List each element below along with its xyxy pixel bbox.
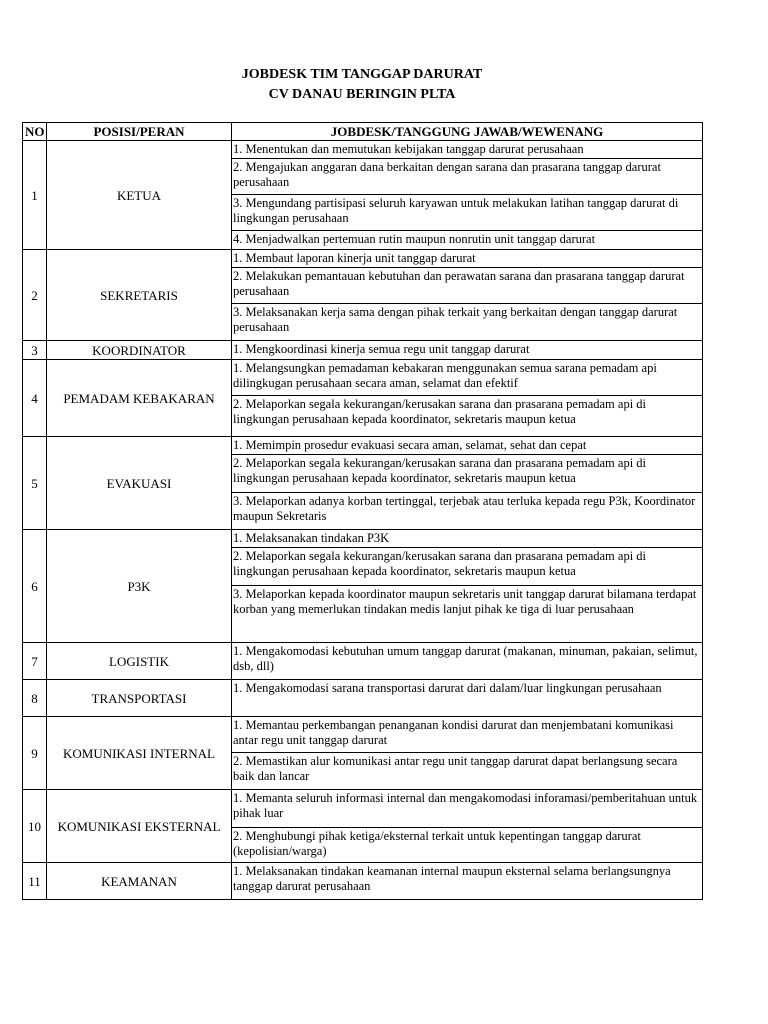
duty-item: 2. Melakukan pemantauan kebutuhan dan perawatan sarana dan prasarana tanggap darurat perusahaan: [232, 268, 702, 304]
table-row: [23, 437, 703, 530]
column-header-duties: JOBDESK/TANGGUNG JAWAB/WEWENANG: [232, 123, 703, 141]
row-role: KOMUNIKASI INTERNAL: [47, 717, 232, 790]
duty-item: 3. Melaporkan adanya korban tertinggal, terjebak atau terluka kepada regu P3k, Koordinator maupun Sekretaris: [233, 494, 696, 523]
row-duties: [232, 141, 703, 250]
row-role: P3K: [47, 530, 232, 643]
row-number: 5: [23, 437, 47, 530]
row-number: 11: [23, 863, 47, 900]
row-number: 2: [23, 250, 47, 341]
row-number: 4: [23, 360, 47, 437]
table-row: [23, 341, 703, 360]
duty-item: 2. Memastikan alur komunikasi antar regu unit tanggap darurat dapat berlangsung secara baik dan lancar: [233, 754, 678, 783]
row-role: KEAMANAN: [47, 863, 232, 900]
row-duties: [232, 341, 703, 360]
row-duties: [232, 437, 703, 530]
duty-item: 1. Menentukan dan memutukan kebijakan tanggap darurat perusahaan: [232, 141, 702, 159]
row-number: 7: [23, 643, 47, 680]
row-duties: [232, 680, 703, 717]
row-role: KOORDINATOR: [47, 341, 232, 360]
duty-item: 2. Melaporkan segala kekurangan/kerusakan sarana dan prasarana pemadam api di lingkungan perusahaan kepada koordinator, sekretaris maupun ketua: [232, 455, 702, 493]
duty-item: 1. Mengkoordinasi kinerja semua regu unit tanggap darurat: [233, 342, 530, 356]
duty-item: 1. Melangsungkan pemadaman kebakaran menggunakan semua sarana pemadam api dilingkugan perusahaan secara aman, selamat dan efektif: [232, 360, 702, 396]
row-duties: [232, 643, 703, 680]
row-role: LOGISTIK: [47, 643, 232, 680]
duty-item: 2. Menghubungi pihak ketiga/eksternal terkait untuk kepentingan tanggap darurat (kepolisian/warga): [233, 829, 641, 858]
row-number: 3: [23, 341, 47, 360]
table-row: [23, 141, 703, 250]
jobdesk-table: [22, 122, 703, 900]
row-duties: [232, 790, 703, 863]
table-row: [23, 530, 703, 643]
row-role: KETUA: [47, 141, 232, 250]
document-title: JOBDESK TIM TANGGAP DARURAT: [241, 67, 483, 82]
table-body: [23, 141, 703, 900]
duty-item: 1. Memanta seluruh informasi internal dan mengakomodasi inforamasi/pemberitahuan untuk pihak luar: [232, 790, 702, 828]
duty-item: 2. Melaporkan segala kekurangan/kerusakan sarana dan prasarana pemadam api di lingkungan perusahaan kepada koordinator, sekretaris maupun ketua: [232, 548, 702, 586]
table-row: [23, 717, 703, 790]
duty-item: 1. Memantau perkembangan penanganan kondisi darurat dan menjembatani komunikasi antar regu unit tanggap darurat: [232, 717, 702, 753]
row-role: EVAKUASI: [47, 437, 232, 530]
document-subtitle: CV DANAU BERINGIN PLTA: [268, 87, 456, 102]
duty-item: 2. Melaporkan segala kekurangan/kerusakan sarana dan prasarana pemadam api di lingkungan perusahaan kepada koordinator, sekretaris maupun ketua: [233, 397, 647, 426]
table-row: [23, 250, 703, 341]
duty-item: 1. Mengakomodasi kebutuhan umum tanggap darurat (makanan, minuman, pakaian, selimut, dsb, dll): [233, 644, 698, 673]
duty-item: 1. Memimpin prosedur evakuasi secara aman, selamat, sehat dan cepat: [232, 437, 702, 455]
duty-item: 1. Melaksanakan tindakan keamanan internal maupun eksternal selama berlangsungnya tanggap darurat perusahaan: [233, 864, 671, 893]
row-duties: [232, 360, 703, 437]
row-duties: [232, 530, 703, 643]
table-row: [23, 643, 703, 680]
duty-item: 3. Melaksanakan kerja sama dengan pihak terkait yang berkaitan dengan tanggap darurat perusahaan: [233, 305, 678, 334]
column-header-role: POSISI/PERAN: [47, 123, 232, 141]
duty-item: 2. Mengajukan anggaran dana berkaitan dengan sarana dan prasarana tanggap darurat perusahaan: [232, 159, 702, 195]
table-row: [23, 680, 703, 717]
row-duties: [232, 863, 703, 900]
row-role: TRANSPORTASI: [47, 680, 232, 717]
table-row: [23, 360, 703, 437]
row-number: 1: [23, 141, 47, 250]
duty-item: 1. Melaksanakan tindakan P3K: [232, 530, 702, 548]
duty-item: 1. Membaut laporan kinerja unit tanggap darurat: [232, 250, 702, 268]
row-role: KOMUNIKASI EKSTERNAL: [47, 790, 232, 863]
row-number: 9: [23, 717, 47, 790]
row-number: 6: [23, 530, 47, 643]
row-role: PEMADAM KEBAKARAN: [47, 360, 232, 437]
column-header-no: NO: [23, 123, 47, 141]
row-number: 10: [23, 790, 47, 863]
row-duties: [232, 250, 703, 341]
table-row: [23, 790, 703, 863]
duty-item: 4. Menjadwalkan pertemuan rutin maupun nonrutin unit tanggap darurat: [233, 232, 596, 246]
table-header-row: [23, 123, 703, 141]
table-row: [23, 863, 703, 900]
row-number: 8: [23, 680, 47, 717]
duty-item: 3. Mengundang partisipasi seluruh karyawan untuk melakukan latihan tanggap darurat di lingkungan perusahaan: [232, 195, 702, 231]
duty-item: 1. Mengakomodasi sarana transportasi darurat dari dalam/luar lingkungan perusahaan: [233, 681, 662, 695]
row-duties: [232, 717, 703, 790]
duty-item: 3. Melaporkan kepada koordinator maupun sekretaris unit tanggap darurat bilamana terdapat korban yang memerlukan tindakan medis lanjut pihak ke tiga di luar perusahaan: [233, 587, 697, 616]
row-role: SEKRETARIS: [47, 250, 232, 341]
